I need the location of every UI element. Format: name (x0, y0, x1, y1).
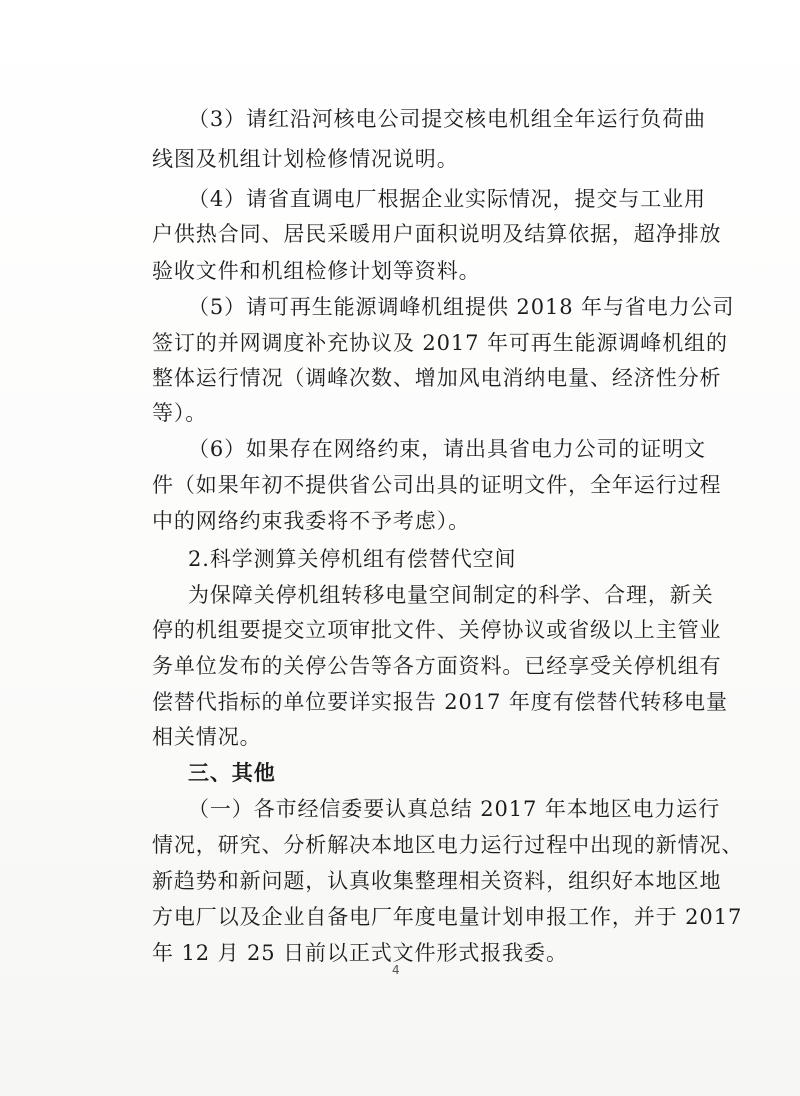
text-line: 停的机组要提交立项审批文件、关停协议或省级以上主管业 (152, 618, 722, 642)
text-line: 中的网络约束我委将不予考虑）。 (152, 509, 470, 533)
text-line: 为保障关停机组转移电量空间制定的科学、合理，新关 (188, 583, 714, 607)
text-line: 验收文件和机组检修计划等资料。 (152, 259, 481, 283)
text-line: （一）各市经信委要认真总结 2017 年本地区电力运行 (188, 797, 721, 821)
text-line: 方电厂以及企业自备电厂年度电量计划申报工作，并于 2017 (152, 905, 743, 929)
text-line: 户供热合同、居民采暖用户面积说明及结算依据，超净排放 (152, 222, 722, 246)
text-line: （5）请可再生能源调峰机组提供 2018 年与省电力公司 (188, 295, 735, 319)
section-heading: 三、其他 (188, 760, 276, 785)
text-line: 务单位发布的关停公告等各方面资料。已经享受关停机组有 (152, 654, 722, 678)
text-line: 新趋势和新问题，认真收集整理相关资料，组织好本地区地 (152, 869, 722, 893)
text-line: 线图及机组计划检修情况说明。 (152, 147, 459, 171)
text-line: （4）请省直调电厂根据企业实际情况，提交与工业用 (188, 187, 706, 211)
text-line: （6）如果存在网络约束，请出具省电力公司的证明文 (188, 437, 706, 461)
text-line: 整体运行情况（调峰次数、增加风电消纳电量、经济性分析 (152, 366, 722, 390)
page-number: 4 (392, 963, 400, 977)
text-line: 相关情况。 (152, 725, 262, 749)
text-line: 签订的并网调度补充协议及 2017 年可再生能源调峰机组的 (152, 331, 728, 355)
text-line: 情况，研究、分析解决本地区电力运行过程中出现的新情况、 (152, 833, 744, 857)
text-line: （3）请红沿河核电公司提交核电机组全年运行负荷曲 (188, 107, 706, 131)
text-line: 年 12 月 25 日前以正式文件形式报我委。 (152, 941, 568, 965)
section-subheading: 2.科学测算关停机组有偿替代空间 (188, 547, 517, 571)
text-line: 件（如果年初不提供省公司出具的证明文件，全年运行过程 (152, 473, 722, 497)
text-line: 等）。 (152, 401, 208, 425)
text-line: 偿替代指标的单位要详实报告 2017 年度有偿替代转移电量 (152, 690, 728, 714)
